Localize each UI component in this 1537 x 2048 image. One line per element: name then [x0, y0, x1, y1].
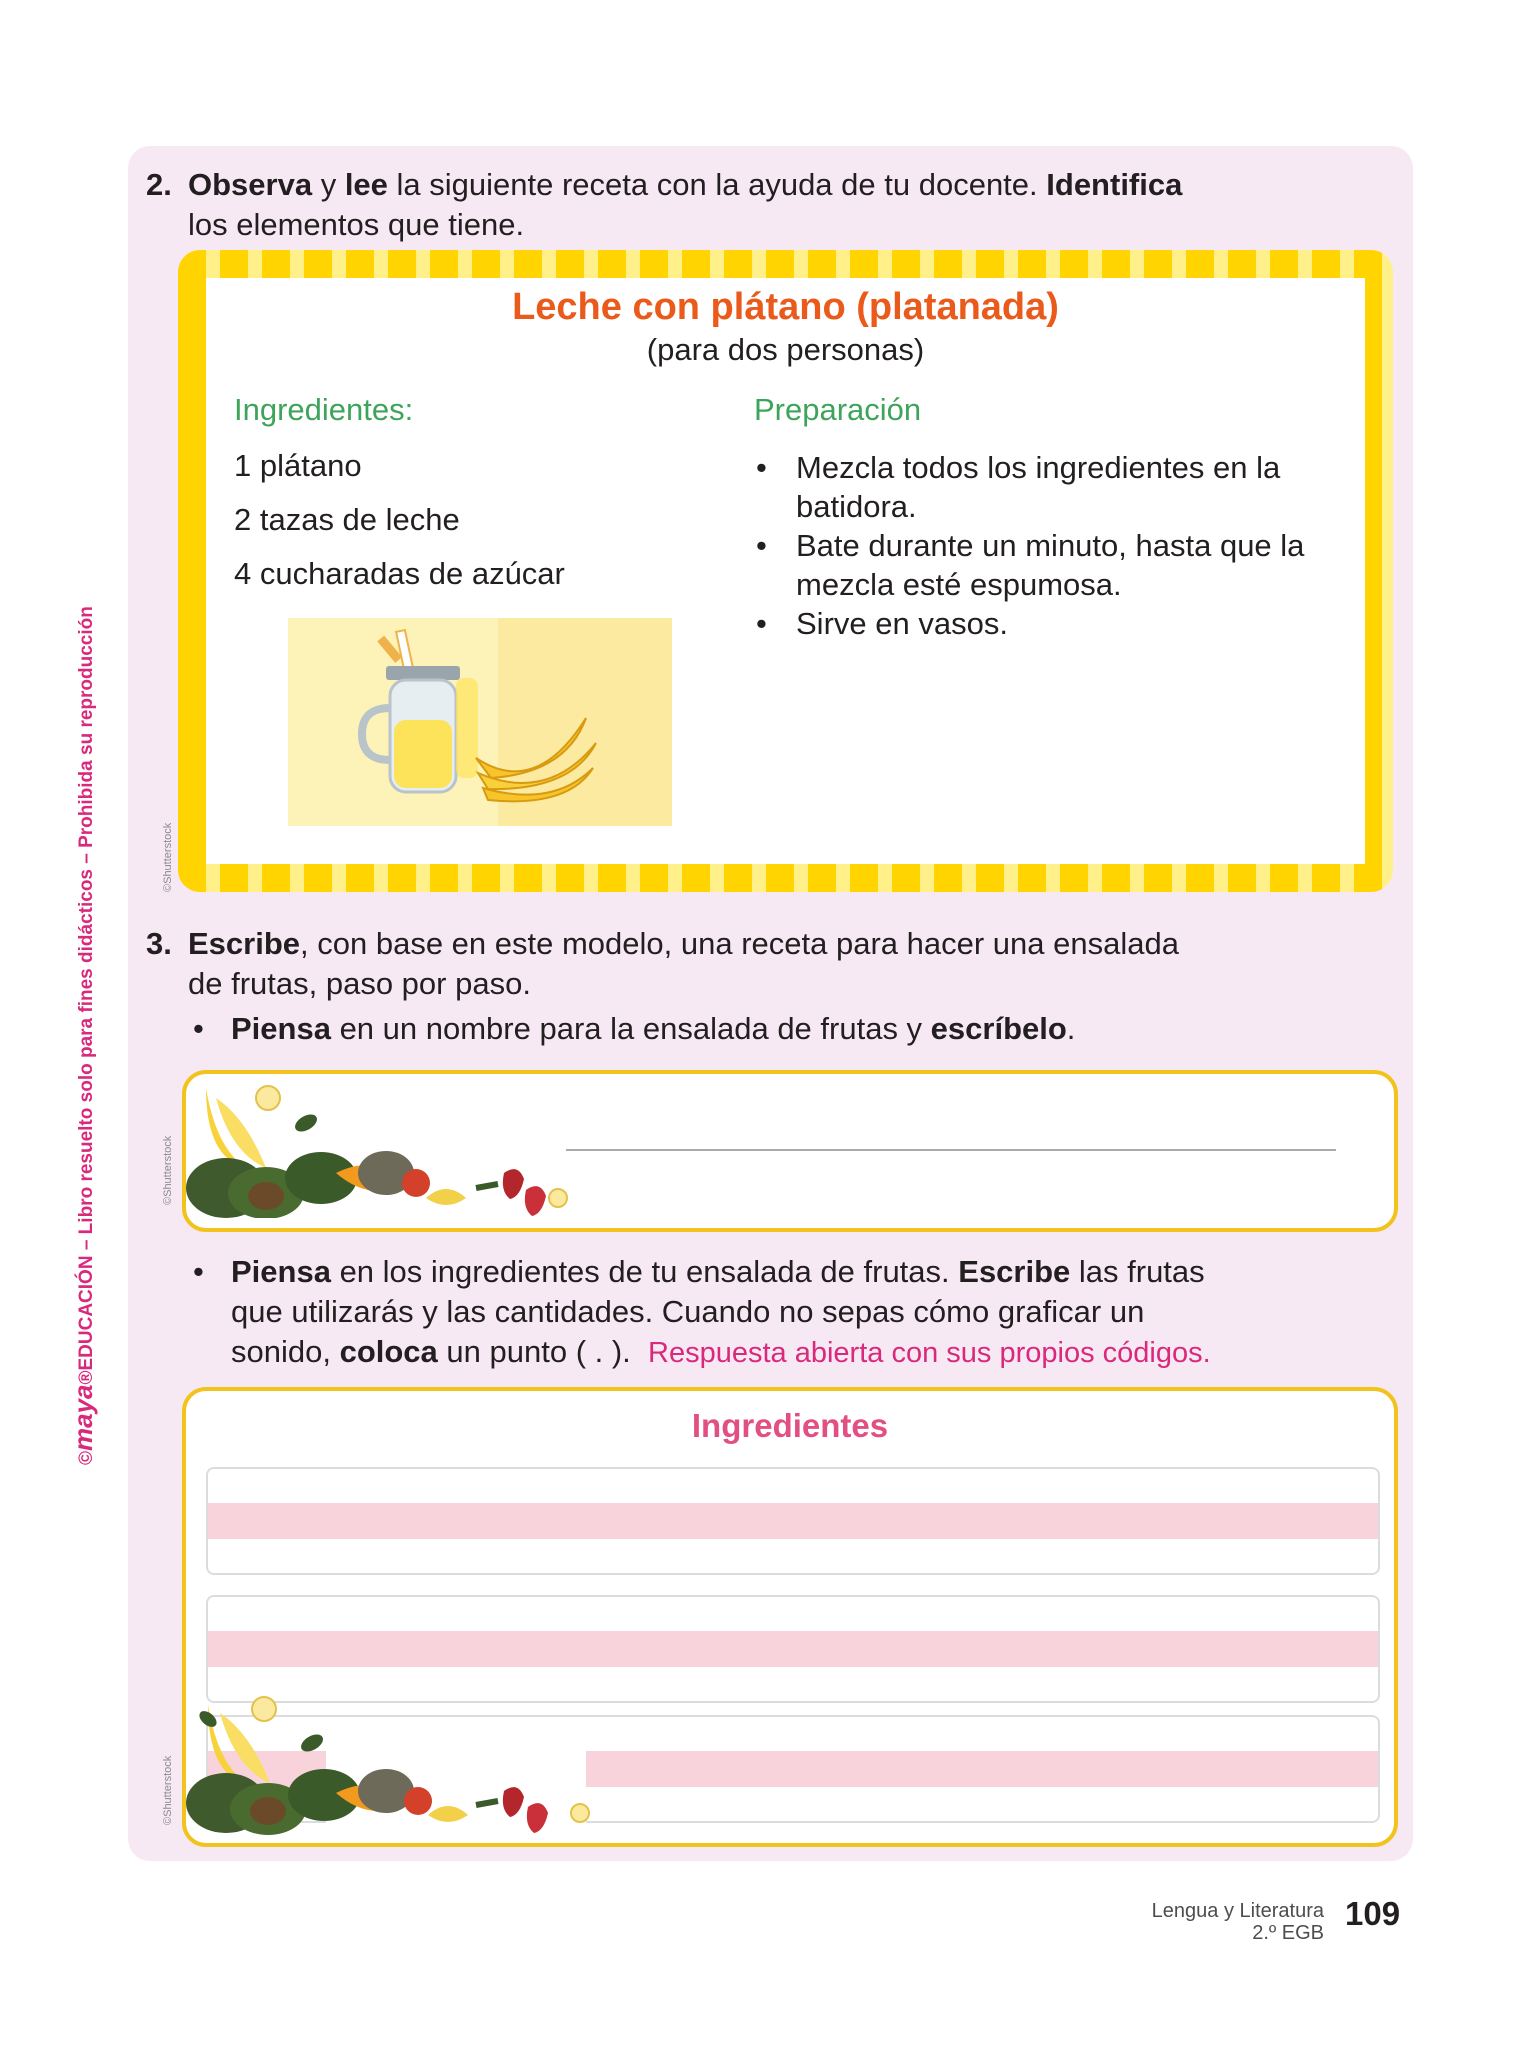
ingredients-box-title: Ingredientes	[691, 1407, 889, 1444]
milkshake-jar-icon	[288, 618, 672, 826]
recipe-card-body	[206, 278, 1365, 864]
ingredients-heading: Ingredientes:	[234, 392, 414, 427]
preparation-step: • Mezcla todos los ingredientes en la batidora.	[754, 448, 1374, 526]
photo-credit: ©Shutterstock	[162, 1135, 174, 1205]
keyword-piensa: Piensa	[231, 1011, 331, 1046]
brand-logo-text: maya	[68, 1384, 98, 1451]
bullet2-text-3: que utilizarás y las cantidades. Cuando no sepas cómo graficar un	[231, 1294, 1145, 1329]
keyword-lee: lee	[344, 167, 388, 202]
writing-band	[208, 1503, 1378, 1539]
preparation-step: • Sirve en vasos.	[754, 604, 1374, 643]
footer-grade: 2.º EGB	[1252, 1922, 1324, 1944]
q2-text-1: y	[312, 167, 345, 202]
instruction-bullet-ingredients	[193, 1252, 1371, 1373]
q3-text-1: , con base en este modelo, una receta para hacer una ensalada	[300, 926, 1179, 961]
bullet1-text-1: en un nombre para la ensalada de frutas y	[330, 1011, 931, 1046]
footer-subject	[1152, 1900, 1324, 1944]
bullet-dot: •	[193, 1011, 204, 1046]
bullet2-text-5: un punto ( . ).	[437, 1334, 631, 1369]
preparation-list	[754, 448, 1374, 643]
q2-text-3: los elementos que tiene.	[188, 207, 525, 242]
copyright-side-text	[68, 525, 102, 1465]
photo-credit: ©Shutterstock	[162, 1755, 174, 1825]
question-3	[146, 924, 1368, 1004]
ingredients-answer-box	[182, 1387, 1398, 1847]
preparation-heading: Preparación	[754, 392, 922, 427]
keyword-escribe: Escribe	[958, 1254, 1071, 1289]
copyright-notice: ®EDUCACIÓN – Libro resuelto solo para fines didácticos – Prohibida su reproducción	[76, 606, 97, 1385]
page-number: 109	[1345, 1895, 1401, 1932]
keyword-coloca: coloca	[339, 1334, 438, 1369]
fruit-salad-illustration-icon	[186, 1683, 606, 1835]
banana-milkshake-illustration	[288, 618, 672, 826]
keyword-observa: Observa	[188, 167, 313, 202]
question-2	[146, 165, 1368, 245]
bullet2-text-2: las frutas	[1070, 1254, 1205, 1289]
keyword-escribe: Escribe	[188, 926, 301, 961]
bullet2-text-4: sonido,	[231, 1334, 340, 1369]
salad-name-answer-box[interactable]	[182, 1070, 1398, 1232]
fruit-salad-illustration-icon	[186, 1078, 576, 1218]
bullet1-text-2: .	[1066, 1011, 1076, 1046]
writing-line[interactable]	[206, 1467, 1380, 1575]
ingredient-item: 4 cucharadas de azúcar	[234, 556, 565, 591]
ingredient-item: 2 tazas de leche	[234, 502, 460, 537]
question-number: 3.	[146, 926, 172, 961]
recipe-title: Leche con plátano (platanada)	[512, 286, 1059, 328]
q3-text-2: de frutas, paso por paso.	[188, 966, 531, 1001]
bullet-dot: •	[193, 1254, 204, 1289]
copyright-symbol: ©	[76, 1451, 97, 1465]
teacher-answer-note: Respuesta abierta con sus propios códigos.	[648, 1337, 1211, 1369]
q2-text-2: la siguiente receta con la ayuda de tu docente.	[387, 167, 1047, 202]
keyword-piensa: Piensa	[231, 1254, 331, 1289]
footer-subject-name: Lengua y Literatura	[1151, 1900, 1324, 1922]
preparation-step: • Bate durante un minuto, hasta que la mezcla esté espumosa.	[754, 526, 1374, 604]
bullet2-text-1: en los ingredientes de tu ensalada de frutas.	[330, 1254, 959, 1289]
recipe-subtitle: (para dos personas)	[646, 332, 925, 367]
keyword-escribelo: escríbelo	[930, 1011, 1067, 1046]
question-number: 2.	[146, 167, 172, 202]
recipe-card	[178, 250, 1393, 892]
ingredient-item: 1 plátano	[234, 448, 362, 483]
keyword-identifica: Identifica	[1046, 167, 1183, 202]
photo-credit: ©Shutterstock	[162, 822, 174, 892]
writing-band	[208, 1631, 1378, 1667]
instruction-bullet-name	[193, 1009, 1076, 1049]
answer-writing-line[interactable]	[566, 1149, 1336, 1151]
